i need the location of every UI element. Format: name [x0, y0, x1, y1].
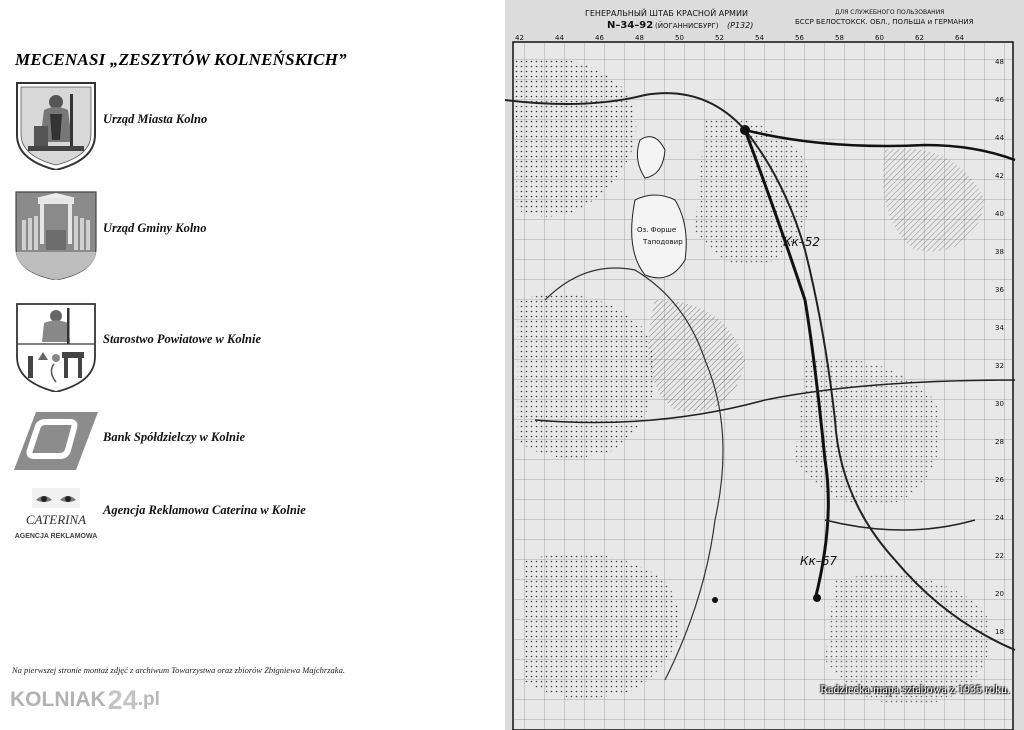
map-grid-tick: 36	[995, 286, 1004, 294]
map-grid-tick: 18	[995, 628, 1004, 636]
map-grid-tick: 50	[675, 34, 684, 42]
map-grid-tick: 28	[995, 438, 1004, 446]
commune-coat-of-arms-icon	[14, 190, 98, 280]
sponsor-name: Agencja Reklamowa Caterina w Kolnie	[103, 503, 306, 517]
map-grid-tick: 60	[875, 34, 884, 42]
map-grid-tick: 64	[955, 34, 964, 42]
map-grid-tick: 38	[995, 248, 1004, 256]
sponsor-county-office	[14, 302, 494, 392]
page-title: MECENASI „ZESZYTÓW KOLNEŃSKICH”	[15, 50, 347, 69]
map-grid-tick: 46	[595, 34, 604, 42]
map-image	[505, 0, 1024, 730]
svg-text:(ЙОГАННИСБУРГ): (ЙОГАННИСБУРГ)	[655, 22, 719, 30]
map-grid-tick: 30	[995, 400, 1004, 408]
watermark-number: 24	[107, 684, 138, 715]
bank-logo-icon	[14, 408, 98, 498]
map-grid-tick: 42	[515, 34, 524, 42]
map-grid-tick: 62	[915, 34, 924, 42]
map-grid-tick: 32	[995, 362, 1004, 370]
map-grid-tick: 22	[995, 552, 1004, 560]
map-caption: Radziecka mapa sztabowa z 1935 roku.	[820, 682, 1010, 696]
photo-credit-note: Na pierwszej stronie montaż zdjęć z archiwum Towarzystwa oraz zbiorów Zbigniewa Majchrzaka.	[12, 665, 345, 675]
sponsor-name: Urząd Miasta Kolno	[103, 112, 208, 126]
sponsors-page	[0, 0, 505, 730]
map-grid-tick: 56	[795, 34, 804, 42]
sponsor-city-office	[14, 80, 494, 170]
svg-text:Кк–67: Кк–67	[800, 554, 838, 568]
caterina-logo-icon	[14, 486, 98, 546]
map-grid-tick: 20	[995, 590, 1004, 598]
svg-text:Оз. Форше: Оз. Форше	[637, 226, 677, 234]
map-grid-tick: 34	[995, 324, 1004, 332]
sponsor-bank	[14, 408, 494, 498]
sponsor-name: Starostwo Powiatowe w Kolnie	[103, 332, 262, 346]
sponsor-commune-office	[14, 190, 494, 280]
city-coat-of-arms-icon	[14, 80, 98, 170]
watermark-suffix: .pl	[137, 689, 160, 710]
svg-text:N–34–92: N–34–92	[607, 20, 654, 31]
svg-text:БССР БЕЛОСТОКСК. ОБЛ., ПОЛЬША: БССР БЕЛОСТОКСК. ОБЛ., ПОЛЬША и ГЕРМАНИЯ	[795, 18, 974, 26]
map-grid-tick: 58	[835, 34, 844, 42]
site-watermark	[10, 684, 160, 716]
svg-text:Кк–52: Кк–52	[783, 235, 821, 249]
svg-text:ДЛЯ СЛУЖЕБНОГО ПОЛЬЗОВАНИЯ: ДЛЯ СЛУЖЕБНОГО ПОЛЬЗОВАНИЯ	[835, 9, 945, 16]
sponsor-name: Bank Spółdzielczy w Kolnie	[103, 430, 246, 444]
map-grid-tick: 54	[755, 34, 764, 42]
svg-text:CATERINA: CATERINA	[25, 512, 87, 527]
map-grid-tick: 24	[995, 514, 1004, 522]
svg-text:AGENCJA REKLAMOWA: AGENCJA REKLAMOWA	[14, 533, 98, 540]
map-grid-tick: 42	[995, 172, 1004, 180]
svg-text:ГЕНЕРАЛЬНЫЙ ШТАБ КРАСНОЙ АРМИИ: ГЕНЕРАЛЬНЫЙ ШТАБ КРАСНОЙ АРМИИ	[585, 9, 748, 18]
sponsor-advertising-agency	[14, 486, 494, 576]
map-grid-tick: 40	[995, 210, 1004, 218]
map-grid-tick: 52	[715, 34, 724, 42]
county-coat-of-arms-icon	[14, 302, 98, 392]
map-grid-tick: 48	[635, 34, 644, 42]
historical-map	[505, 0, 1024, 730]
map-grid-tick: 44	[555, 34, 564, 42]
map-grid-tick: 48	[995, 58, 1004, 66]
sponsor-name: Urząd Gminy Kolno	[103, 221, 207, 235]
watermark-prefix: KOLNIAK	[10, 688, 106, 711]
map-grid-tick: 26	[995, 476, 1004, 484]
map-grid-tick: 44	[995, 134, 1004, 142]
map-grid-tick: 46	[995, 96, 1004, 104]
svg-text:(P132): (P132)	[727, 21, 754, 30]
svg-text:Таподовир: Таподовир	[643, 238, 683, 246]
